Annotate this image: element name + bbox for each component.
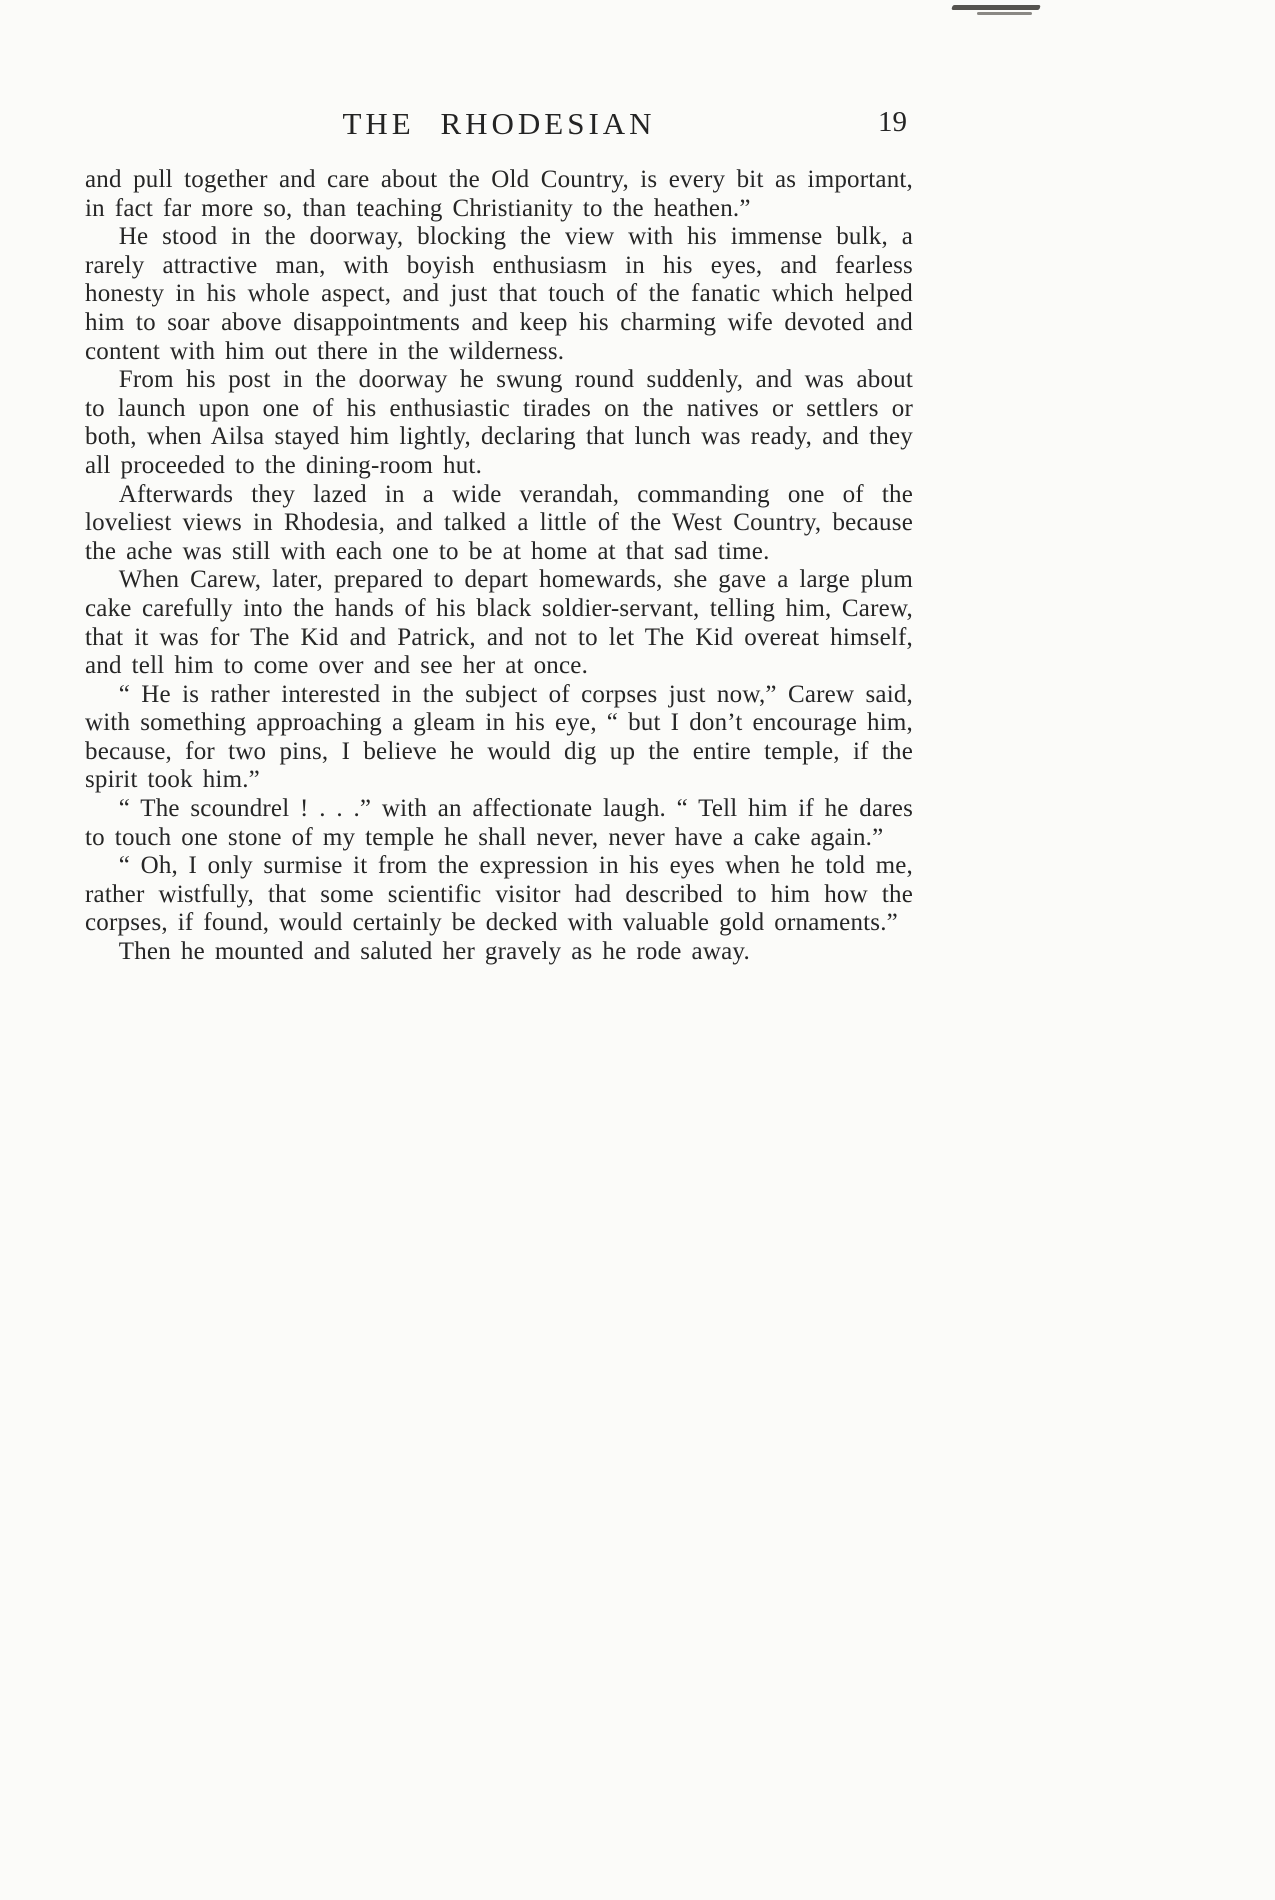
paragraph: Then he mounted and saluted her gravely as he rode away. — [118, 938, 750, 966]
paragraph: When Carew, later, prepared to depart homewards, she gave a large plum cake carefully into the hands of his black soldier-servant, telling him, Carew, that it was for The Kid and Patrick, and not to let The Kid overeat himself, and tell him to come over and see her at once. — [85, 566, 913, 680]
paragraph: “ Oh, I only surmise it from the expression in his eyes when he told me, rather wistfully, that some scientific visitor had described to him how the corpses, if found, would certainly be decked with valuable gold ornaments.” — [85, 852, 913, 937]
paragraph: He stood in the doorway, blocking the view with his immense bulk, a rarely attractive man, with boyish enthusiasm in his eyes, and fearless honesty in his whole aspect, and just that touch of the fanatic which helped him to soar above disappointments and keep his charming wife devoted and content with him out there in the wilderness. — [85, 223, 913, 365]
running-title: THE RHODESIAN — [342, 106, 656, 141]
paragraph: “ The scoundrel ! . . .” with an affectionate laugh. “ Tell him if he dares to touch one stone of my temple he shall never, never have a cake again.” — [85, 795, 913, 851]
page-content — [85, 106, 913, 967]
paragraph: and pull together and care about the Old Country, is every bit as important, in fact far more so, than teaching Christianity to the heathen.” — [85, 166, 913, 222]
page-header — [85, 106, 913, 152]
page-body — [85, 166, 913, 967]
paragraph: From his post in the doorway he swung round suddenly, and was about to launch upon one of his enthusiastic tirades on the natives or settlers or both, when Ailsa stayed him lightly, declaring that lunch was ready, and they all proceeded to the dining-room hut. — [85, 366, 913, 479]
paragraph: “ He is rather interested in the subject of corpses just now,” Carew said, with something approaching a gleam in his eye, “ but I don’t encourage him, because, for two pins, I believe he would dig up the entire temple, if the spirit took him.” — [85, 680, 913, 794]
paragraph: Afterwards they lazed in a wide verandah, commanding one of the loveliest views in Rhodesia, and talked a little of the West Country, because the ache was still with each one to be at home at that sad time. — [85, 480, 913, 565]
page-number: 19 — [878, 106, 907, 138]
scan-artifact — [922, 3, 1040, 17]
